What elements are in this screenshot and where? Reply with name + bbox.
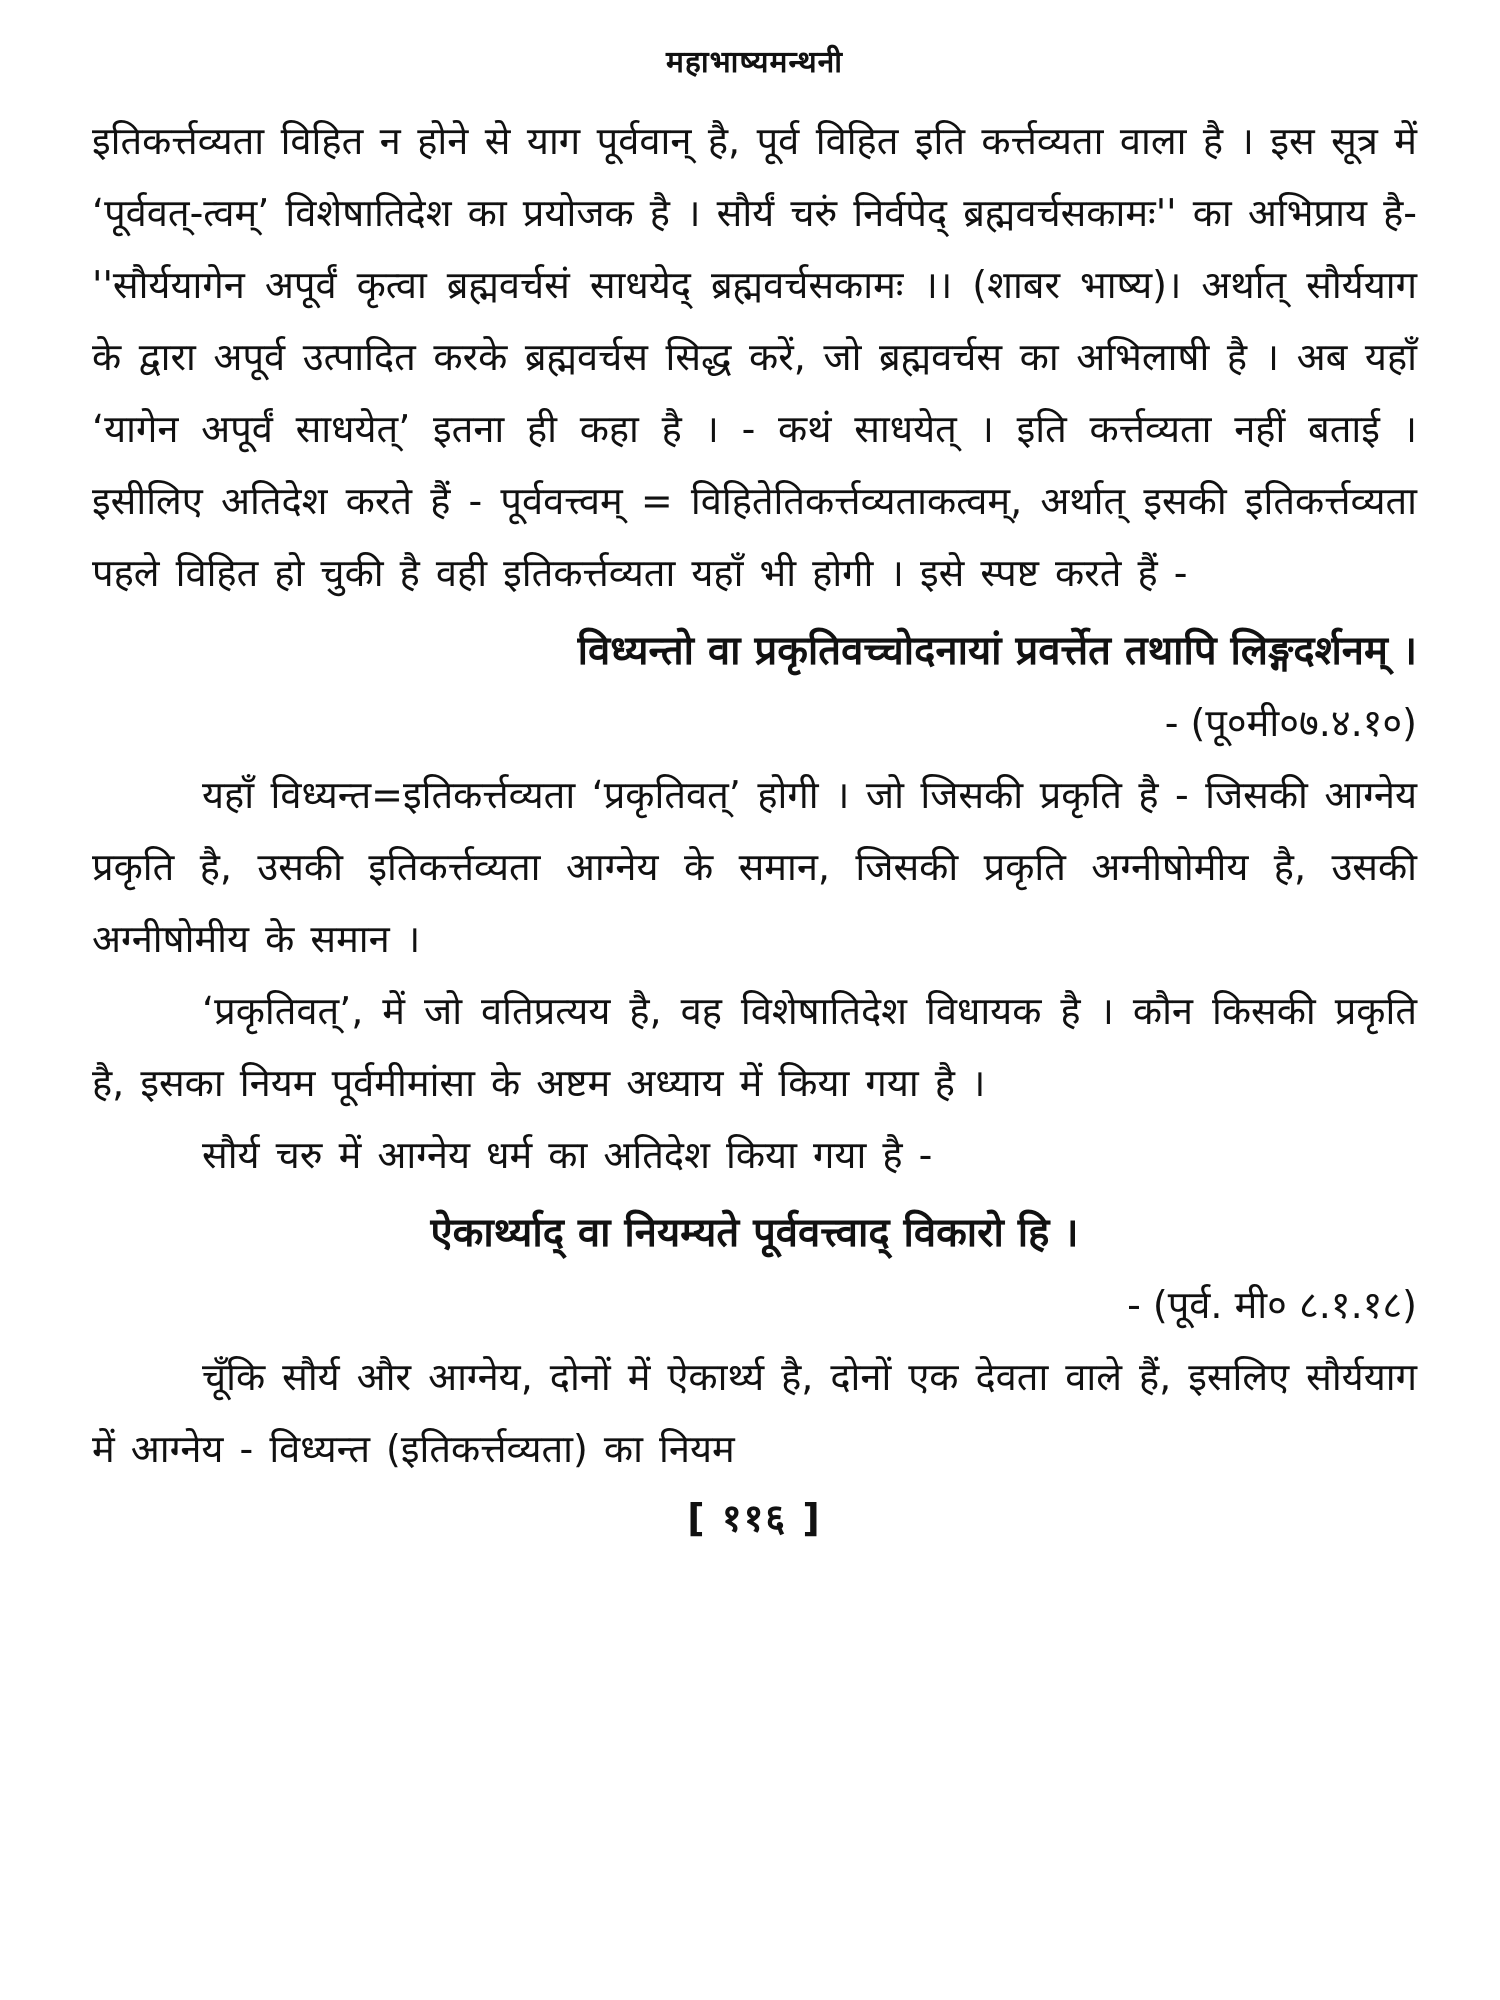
paragraph-5: चूँकि सौर्य और आग्नेय, दोनों में ऐकार्थ्य है, दोनों एक देवता वाले हैं, इसलिए सौर्ययाग में आग्नेय - विध्यन्त (इतिकर्त्तव्यता) का नियम (92, 1355, 1417, 1471)
paragraph-1: इतिकर्त्तव्यता विहित न होने से याग पूर्ववान् है, पूर्व विहित इति कर्त्तव्यता वाला है । इस सूत्र में ‘पूर्ववत्-त्वम्’ विशेषातिदेश का प्रयोजक है । सौर्यं चरुं निर्वपेद् ब्रह्मवर्चसकामः'' का अभिप्राय है-''सौर्ययागेन अपूर्वं कृत्वा ब्रह्मवर्चसं साधयेद् ब्रह्मवर्चसकामः ।। (शाबर भाष्य)। अर्थात् सौर्ययाग के द्वारा अपूर्व उत्पादित करके ब्रह्मवर्चस सिद्ध करें, जो ब्रह्मवर्चस का अभिलाषी है । अब यहाँ ‘यागेन अपूर्वं साधयेत्’ इतना ही कहा है । - कथं साधयेत् । इति कर्त्तव्यता नहीं बताई । इसीलिए अतिदेश करते हैं - पूर्ववत्त्वम् = विहितेतिकर्त्तव्यताकत्वम्, अर्थात् इसकी इतिकर्त्तव्यता पहले विहित हो चुकी है वही इतिकर्त्तव्यता यहाँ भी होगी । इसे स्पष्ट करते हैं - (92, 119, 1417, 595)
paragraph-2: यहाँ विध्यन्त=इतिकर्त्तव्यता ‘प्रकृतिवत्’ होगी । जो जिसकी प्रकृति है - जिसकी आग्नेय प्रकृति है, उसकी इतिकर्त्तव्यता आग्नेय के समान, जिसकी प्रकृति अग्नीषोमीय है, उसकी अग्नीषोमीय के समान । (92, 773, 1417, 961)
sutra-quote-2: ऐकार्थ्याद् वा नियम्यते पूर्ववत्त्वाद् विकारो हि । (430, 1210, 1079, 1256)
sutra-quote-1: विध्यन्तो वा प्रकृतिवच्चोदनायां प्रवर्त्तेत तथापि लिङ्गदर्शनम् । (577, 628, 1417, 674)
page-number: [ ११६ ] (687, 1496, 822, 1540)
paragraph-4: सौर्य चरु में आग्नेय धर्म का अतिदेश किया गया है - (202, 1133, 933, 1177)
sutra-reference-1: - (पू०मी०७.४.१०) (1164, 701, 1417, 745)
paragraph-3: ‘प्रकृतिवत्’, में जो वतिप्रत्यय है, वह विशेषातिदेश विधायक है । कौन किसकी प्रकृति है, इसका नियम पूर्वमीमांसा के अष्टम अध्याय में किया गया है । (92, 989, 1417, 1105)
book-page (92, 40, 1417, 1960)
running-title: महाभाष्यमन्थनी (665, 45, 844, 80)
sutra-reference-2: - (पूर्व. मी० ८.१.१८) (1127, 1283, 1417, 1327)
